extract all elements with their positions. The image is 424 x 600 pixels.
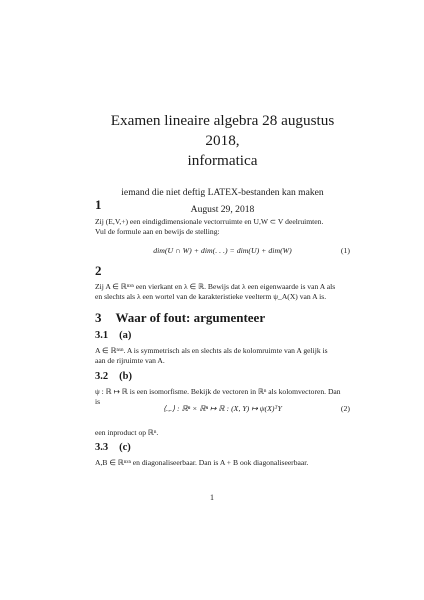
paper-title-line-2: informatica: [187, 152, 258, 169]
subsection-text-line: is: [95, 397, 101, 407]
paper-author: iemand die niet deftig LATEX-bestanden kan maken: [121, 187, 324, 198]
section-title-text: Waar of fout: argumenteer: [115, 310, 266, 325]
equation-body: dim(U ∩ W) + dim(. . .) = dim(U) + dim(W): [153, 245, 292, 255]
section-text-line: Zij (E,V,+) een eindigdimensionale vectorruimte en U,W ⊂ V deelruimten.: [95, 217, 324, 226]
subsection-3-1: [95, 330, 350, 367]
section-3: [95, 310, 350, 326]
subsection-number: 3.2: [95, 371, 109, 382]
section-text-line: Vul de formule aan en bewijs de stelling:: [95, 227, 220, 237]
subsection-number: 3.1: [95, 330, 109, 341]
section-2-body: [95, 282, 350, 303]
section-number: 1: [95, 197, 102, 212]
subsection-3-3: [95, 442, 350, 468]
page-number: 1: [210, 493, 214, 502]
section-heading: [95, 310, 350, 326]
subsection-heading: [95, 371, 350, 382]
equation-1: [95, 246, 350, 258]
subsection-3-2: [95, 371, 350, 438]
subsection-title-text: (a): [119, 330, 132, 341]
paper-title-line-1: Examen lineaire algebra 28 augustus 2018,: [110, 112, 335, 149]
equation-2: [95, 404, 350, 416]
section-1-body: [95, 217, 350, 258]
subsection-text-line: ψ : ℝ ↦ ℝ is een isomorfisme. Bekijk de vectoren in ℝⁿ als kolomvectoren. Dan: [95, 387, 341, 396]
equation-body: ⟨.,.⟩ : ℝⁿ × ℝⁿ ↦ ℝ : (X, Y) ↦ ψ(X)ᵀY: [163, 403, 282, 413]
section-heading: [95, 197, 350, 213]
equation-number: (1): [340, 245, 350, 255]
subsection-text-line: A,B ∈ ℝⁿˣⁿ en diagonaliseerbaar. Dan is A + B ook diagonaliseerbaar.: [95, 458, 309, 467]
subsection-heading: [95, 442, 350, 453]
paper-date: August 29, 2018: [190, 204, 255, 215]
section-number: 3: [95, 310, 102, 325]
equation-number: (2): [340, 403, 350, 413]
section-number: 2: [95, 263, 102, 278]
subsection-title-text: (c): [119, 442, 131, 453]
subsection-text-after: een inproduct op ℝⁿ.: [95, 427, 159, 437]
section-text-line: Zij A ∈ ℝⁿˣⁿ een vierkant en λ ∈ ℝ. Bewijs dat λ een eigenwaarde is van A als: [95, 282, 336, 291]
subsection-text-line: aan de rijruimte van A.: [95, 356, 165, 366]
section-text-line: en slechts als λ een wortel van de karakteristieke veelterm ψ_A(X) van A is.: [95, 292, 327, 302]
section-2: [95, 263, 350, 279]
subsection-number: 3.3: [95, 442, 109, 453]
subsection-heading: [95, 330, 350, 341]
subsection-text-line: A ∈ ℝⁿˣⁿ. A is symmetrisch als en slechts als de kolomruimte van A gelijk is: [95, 346, 328, 355]
section-1: [95, 197, 350, 213]
subsection-title-text: (b): [119, 371, 132, 382]
section-heading: [95, 263, 350, 279]
